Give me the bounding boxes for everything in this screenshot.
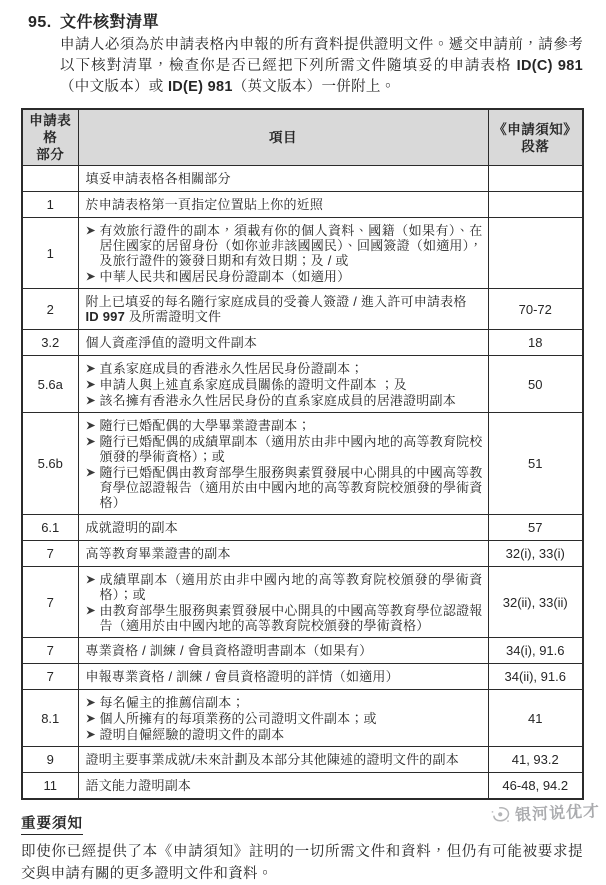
galaxy-swirl-icon: [488, 803, 513, 826]
notes-paragraph-cell: [488, 218, 583, 289]
arrow-bullet-icon: [86, 698, 96, 707]
arrow-bullet-icon: [86, 714, 96, 723]
table-row: [22, 330, 583, 356]
table-row: [22, 664, 583, 690]
bullet-item: 該名擁有香港永久性居民身份的直系家庭成員的居港證明副本: [86, 392, 483, 408]
notes-paragraph-cell: 57: [488, 515, 583, 541]
arrow-bullet-icon: [86, 396, 96, 405]
table-row: [22, 567, 583, 638]
item-text: 於申請表格第一頁指定位置貼上你的近照: [85, 197, 324, 212]
form-part-cell: 7: [22, 638, 78, 664]
notes-paragraph-cell: 51: [488, 413, 583, 515]
form-part-cell: 2: [22, 289, 78, 330]
page-title: 文件核對清單: [60, 14, 160, 31]
form-part-cell: 9: [22, 747, 78, 773]
bullet-item: 個人所擁有的每項業務的公司證明文件副本；或: [86, 710, 483, 726]
item-cell: [78, 747, 488, 773]
item-text: 附上已填妥的每名隨行家庭成員的受養人簽證 / 進入許可申請表格 ID 997 及所需證明文件: [85, 294, 467, 324]
bullet-item: 有效旅行證件的副本，須載有你的個人資料、國籍（如果有）、在居住國家的居留身份（如你並非該國國民）、回國簽證（如適用），及旅行證件的簽發日期和有效日期；及 / 或: [86, 222, 483, 268]
table-row: [22, 166, 583, 192]
checklist-table-header: [22, 109, 583, 166]
notes-paragraph-cell: 34(i), 91.6: [488, 638, 583, 664]
watermark-text: 银河说优才: [514, 803, 601, 825]
table-row: [22, 413, 583, 515]
table-row: [22, 773, 583, 800]
notes-paragraph-cell: 34(ii), 91.6: [488, 664, 583, 690]
notes-paragraph-cell: [488, 166, 583, 192]
table-row: [22, 690, 583, 747]
item-cell: [78, 567, 488, 638]
item-text: 個人資產淨值的證明文件副本: [85, 335, 258, 350]
form-part-cell: 5.6a: [22, 356, 78, 413]
table-row: [22, 747, 583, 773]
document-page: [0, 9, 606, 885]
item-cell: [78, 773, 488, 800]
header-notes-paragraph: 《申請須知》 段落: [488, 109, 583, 166]
arrow-bullet-icon: [86, 226, 96, 235]
checklist-table: [21, 108, 584, 800]
form-part-cell: 11: [22, 773, 78, 800]
important-notes-heading: 重要須知: [21, 812, 83, 835]
arrow-bullet-icon: [86, 380, 96, 389]
item-cell: [78, 413, 488, 515]
arrow-bullet-icon: [86, 272, 96, 281]
arrow-bullet-icon: [86, 730, 96, 739]
important-notes-text: 即使你已經提供了本《申請須知》註明的一切所需文件和資料，但仍有可能被要求提交與申請有關的更多證明文件和資料。: [21, 844, 583, 882]
intro-paragraph: 申請人必須為於申請表格內申報的所有資料提供證明文件。遞交申請前，請參考以下核對清單，檢查你是否已經把下列所需文件隨填妥的申請表格 ID(C) 981（中文版本）或 ID(E) 981（英文版本）一併附上。: [60, 37, 583, 95]
notes-paragraph-cell: 41: [488, 690, 583, 747]
item-cell: [78, 690, 488, 747]
checklist-table-body: [22, 166, 583, 800]
form-part-cell: 7: [22, 664, 78, 690]
notes-paragraph-cell: 70-72: [488, 289, 583, 330]
form-part-cell: 1: [22, 218, 78, 289]
arrow-bullet-icon: [86, 575, 96, 584]
notes-paragraph-cell: 50: [488, 356, 583, 413]
notes-paragraph-cell: 32(ii), 33(ii): [488, 567, 583, 638]
bullet-item: 隨行已婚配偶的大學畢業證書副本；: [86, 417, 483, 433]
item-cell: [78, 664, 488, 690]
item-text: 填妥申請表格各相關部分: [85, 171, 231, 186]
table-row: [22, 638, 583, 664]
arrow-bullet-icon: [86, 437, 96, 446]
section-number: 95.: [28, 14, 52, 31]
item-cell: [78, 166, 488, 192]
header-form-part: 申請表格 部分: [22, 109, 78, 166]
table-row: [22, 289, 583, 330]
bullet-item: 直系家庭成員的香港永久性居民身份證副本；: [86, 360, 483, 376]
item-cell: [78, 192, 488, 218]
form-part-cell: 5.6b: [22, 413, 78, 515]
item-cell: [78, 515, 488, 541]
header-item: 項目: [78, 109, 488, 166]
item-cell: [78, 356, 488, 413]
form-part-cell: 7: [22, 541, 78, 567]
arrow-bullet-icon: [86, 421, 96, 430]
table-row: [22, 356, 583, 413]
table-row: [22, 192, 583, 218]
item-cell: [78, 218, 488, 289]
form-part-cell: 1: [22, 192, 78, 218]
bullet-item: 成績單副本（適用於由非中國內地的高等教育院校頒發的學術資格）；或: [86, 571, 483, 602]
arrow-bullet-icon: [86, 364, 96, 373]
arrow-bullet-icon: [86, 606, 96, 615]
section-heading: [28, 9, 606, 32]
bullet-item: 隨行已婚配偶由教育部學生服務與素質發展中心開具的中國高等教育學位認證報告（適用於由中國內地的高等教育院校頒發的學術資格）: [86, 464, 483, 510]
notes-paragraph-cell: 18: [488, 330, 583, 356]
item-cell: [78, 330, 488, 356]
form-part-cell: 8.1: [22, 690, 78, 747]
table-row: [22, 515, 583, 541]
notes-paragraph-cell: [488, 192, 583, 218]
notes-paragraph-cell: 46-48, 94.2: [488, 773, 583, 800]
item-text: 語文能力證明副本: [85, 778, 192, 793]
bullet-item: 證明自僱經驗的證明文件的副本: [86, 726, 483, 742]
form-part-cell: 7: [22, 567, 78, 638]
form-part-cell: 3.2: [22, 330, 78, 356]
form-part-cell: [22, 166, 78, 192]
item-text: 成就證明的副本: [85, 520, 178, 535]
item-cell: [78, 289, 488, 330]
bullet-item: 隨行已婚配偶的成績單副本（適用於由非中國內地的高等教育院校頒發的學術資格）；或: [86, 433, 483, 464]
notes-paragraph-cell: 32(i), 33(i): [488, 541, 583, 567]
item-text: 高等教育畢業證書的副本: [85, 546, 231, 561]
item-cell: [78, 638, 488, 664]
bullet-item: 申請人與上述直系家庭成員關係的證明文件副本 ；及: [86, 376, 483, 392]
table-row: [22, 218, 583, 289]
item-text: 證明主要事業成就/未來計劃及本部分其他陳述的證明文件的副本: [85, 752, 459, 767]
bullet-item: 每名僱主的推薦信副本；: [86, 694, 483, 710]
arrow-bullet-icon: [86, 468, 96, 477]
bullet-item: 中華人民共和國居民身份證副本（如適用）: [86, 268, 483, 284]
notes-paragraph-cell: 41, 93.2: [488, 747, 583, 773]
item-cell: [78, 541, 488, 567]
item-text: 專業資格 / 訓練 / 會員資格證明書副本（如果有）: [85, 643, 373, 658]
item-text: 申報專業資格 / 訓練 / 會員資格證明的詳情（如適用）: [85, 669, 399, 684]
bullet-item: 由教育部學生服務與素質發展中心開具的中國高等教育學位認證報告（適用於由中國內地的高等教育院校頒發的學術資格）: [86, 602, 483, 633]
table-row: [22, 541, 583, 567]
form-part-cell: 6.1: [22, 515, 78, 541]
